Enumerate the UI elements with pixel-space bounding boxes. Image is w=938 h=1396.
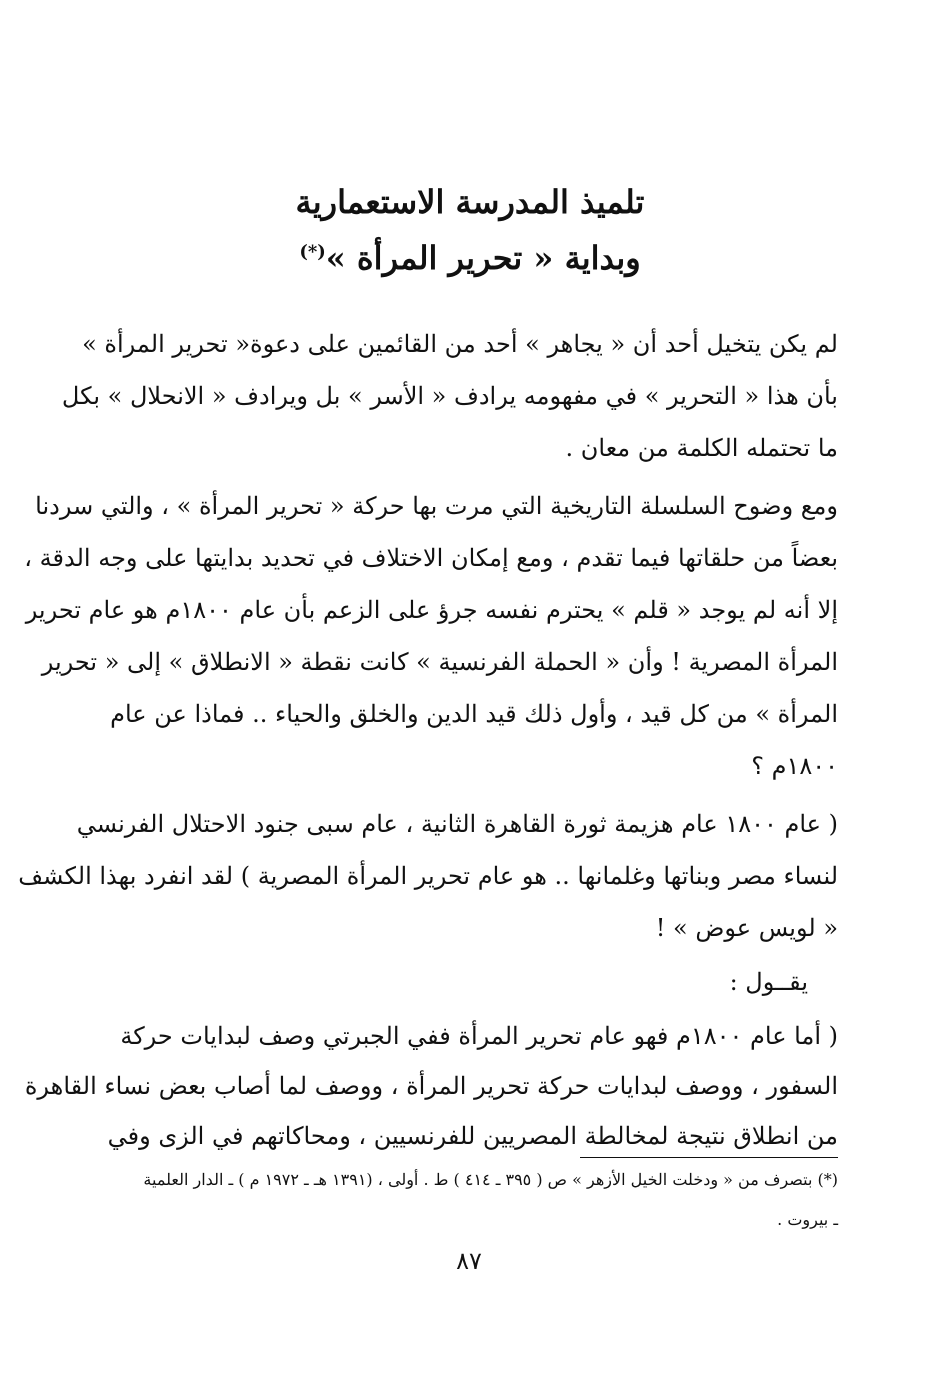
paragraph-5-line-2: السفور ، ووصف لبدايات حركة تحرير المرأة ، ووصف لما أصاب بعض نساء القاهرة (24, 1072, 838, 1100)
paragraph-2-line-6: ١٨٠٠م ؟ (751, 752, 838, 780)
paragraph-3-line-3: « لويس عوض » ! (655, 914, 838, 942)
paragraph-2-line-5: المرأة » من كل قيد ، وأول ذلك قيد الدين والخلق والحياء .. فماذا عن عام (110, 700, 838, 728)
page-number: ٨٧ (456, 1247, 482, 1275)
chapter-title-line-1 (100, 178, 840, 226)
footnote-line-1: (*) بتصرف من « ودخلت الخيل الأزهر » ص ( ٣٩٥ ـ ٤١٤ ) ط . أولى ، (١٣٩١ هـ ـ ١٩٧٢ م ) ـ الدار العلمية (143, 1170, 838, 1189)
footnote-separator (580, 1157, 838, 1158)
paragraph-1-line-2: بأن هذا « التحرير » في مفهومه يرادف « الأسر » بل ويرادف « الانحلال » بكل (61, 382, 838, 410)
paragraph-2-line-1: ومع وضوح السلسلة التاريخية التي مرت بها حركة « تحرير المرأة » ، والتي سردنا (35, 492, 838, 520)
footnote-line-2: ـ بيروت . (777, 1210, 838, 1229)
paragraph-5-line-1: ( أما عام ١٨٠٠م فهو عام تحرير المرأة ففي الجبرتي وصف لبدايات حركة (120, 1022, 838, 1050)
chapter-title-line-2 (100, 234, 840, 282)
footnote-marker: (*) (299, 241, 326, 263)
paragraph-1-line-1: لم يكن يتخيل أحد أن « يجاهر » أحد من القائمين على دعوة« تحرير المرأة » (82, 330, 838, 358)
paragraph-2-line-3: إلا أنه لم يوجد « قلم » يحترم نفسه جرؤ على الزعم بأن عام ١٨٠٠م هو عام تحرير (25, 596, 838, 624)
paragraph-1-line-3: ما تحتمله الكلمة من معان . (565, 434, 838, 462)
chapter-title-text-1: تلميذ المدرسة الاستعمارية (295, 183, 645, 221)
chapter-title-text-2: وبداية « تحرير المرأة » (325, 239, 641, 277)
paragraph-4-line-1: يقــول : (729, 968, 808, 996)
paragraph-3-line-2: لنساء مصر وبناتها وغلمانها .. هو عام تحرير المرأة المصرية ) لقد انفرد بهذا الكشف (18, 862, 838, 890)
paragraph-2-line-2: بعضاً من حلقاتها فيما تقدم ، ومع إمكان الاختلاف في تحديد بدايتها على وجه الدقة ، (24, 544, 838, 572)
paragraph-3-line-1: ( عام ١٨٠٠ عام هزيمة ثورة القاهرة الثانية ، عام سبى جنود الاحتلال الفرنسي (76, 810, 838, 838)
paragraph-5-line-3: من انطلاق نتيجة لمخالطة المصريين للفرنسيين ، ومحاكاتهم في الزى وفي (107, 1122, 838, 1150)
paragraph-2-line-4: المرأة المصرية ! وأن « الحملة الفرنسية » كانت نقطة « الانطلاق » إلى « تحرير (41, 648, 838, 676)
